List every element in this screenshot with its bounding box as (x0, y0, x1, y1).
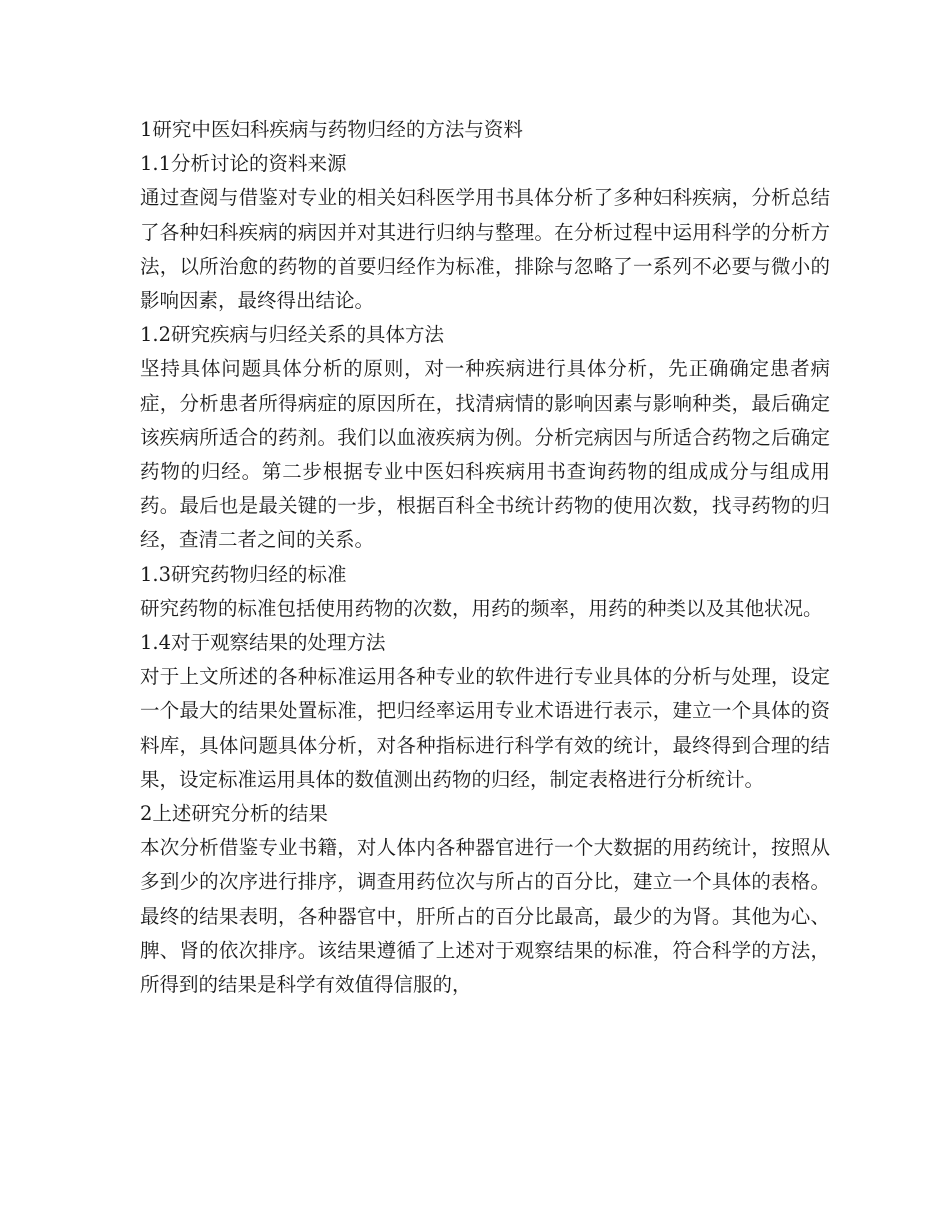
body-paragraph: 对于上文所述的各种标准运用各种专业的软件进行专业具体的分析与处理，设定一个最大的结果处置标准，把归经率运用专业术语进行表示，建立一个具体的资料库，具体问题具体分析，对各种指标进行科学有效的统计，最终得到合理的结果，设定标准运用具体的数值测出药物的归经，制定表格进行分析统计。 (140, 665, 830, 791)
body-paragraph: 坚持具体问题具体分析的原则，对一种疾病进行具体分析，先正确确定患者病症，分析患者所得病症的原因所在，找清病情的影响因素与影响种类，最后确定该疾病所适合的药剂。我们以血液疾病为例。分析完病因与所适合药物之后确定药物的归经。第二步根据专业中医妇科疾病用书查询药物的组成成分与组成用药。最后也是最关键的一步，根据百科全书统计药物的使用次数，找寻药物的归经，查清二者之间的关系。 (140, 357, 830, 552)
subsection-heading: 1.1分析讨论的资料来源 (140, 152, 347, 176)
section-heading: 2上述研究分析的结果 (140, 802, 328, 826)
body-paragraph: 本次分析借鉴专业书籍，对人体内各种器官进行一个大数据的用药统计，按照从多到少的次序进行排序，调查用药位次与所占的百分比，建立一个具体的表格。最终的结果表明，各种器官中，肝所占的百分比最高，最少的为肾。其他为心、脾、肾的依次排序。该结果遵循了上述对于观察结果的标准，符合科学的方法，所得到的结果是科学有效值得信服的， (140, 836, 830, 997)
document-body (140, 113, 830, 1002)
subsection-heading: 1.4对于观察结果的处理方法 (140, 631, 386, 655)
section-heading: 1研究中医妇科疾病与药物归经的方法与资料 (140, 118, 523, 141)
subsection-heading: 1.3研究药物归经的标准 (140, 562, 347, 586)
body-paragraph: 通过查阅与借鉴对专业的相关妇科医学用书具体分析了多种妇科疾病，分析总结了各种妇科疾病的病因并对其进行归纳与整理。在分析过程中运用科学的分析方法，以所治愈的药物的首要归经作为标准，排除与忽略了一系列不必要与微小的影响因素，最终得出结论。 (140, 186, 830, 313)
subsection-heading: 1.2研究疾病与归经关系的具体方法 (140, 323, 445, 347)
body-paragraph: 研究药物的标准包括使用药物的次数，用药的频率，用药的种类以及其他状况。 (140, 596, 823, 620)
